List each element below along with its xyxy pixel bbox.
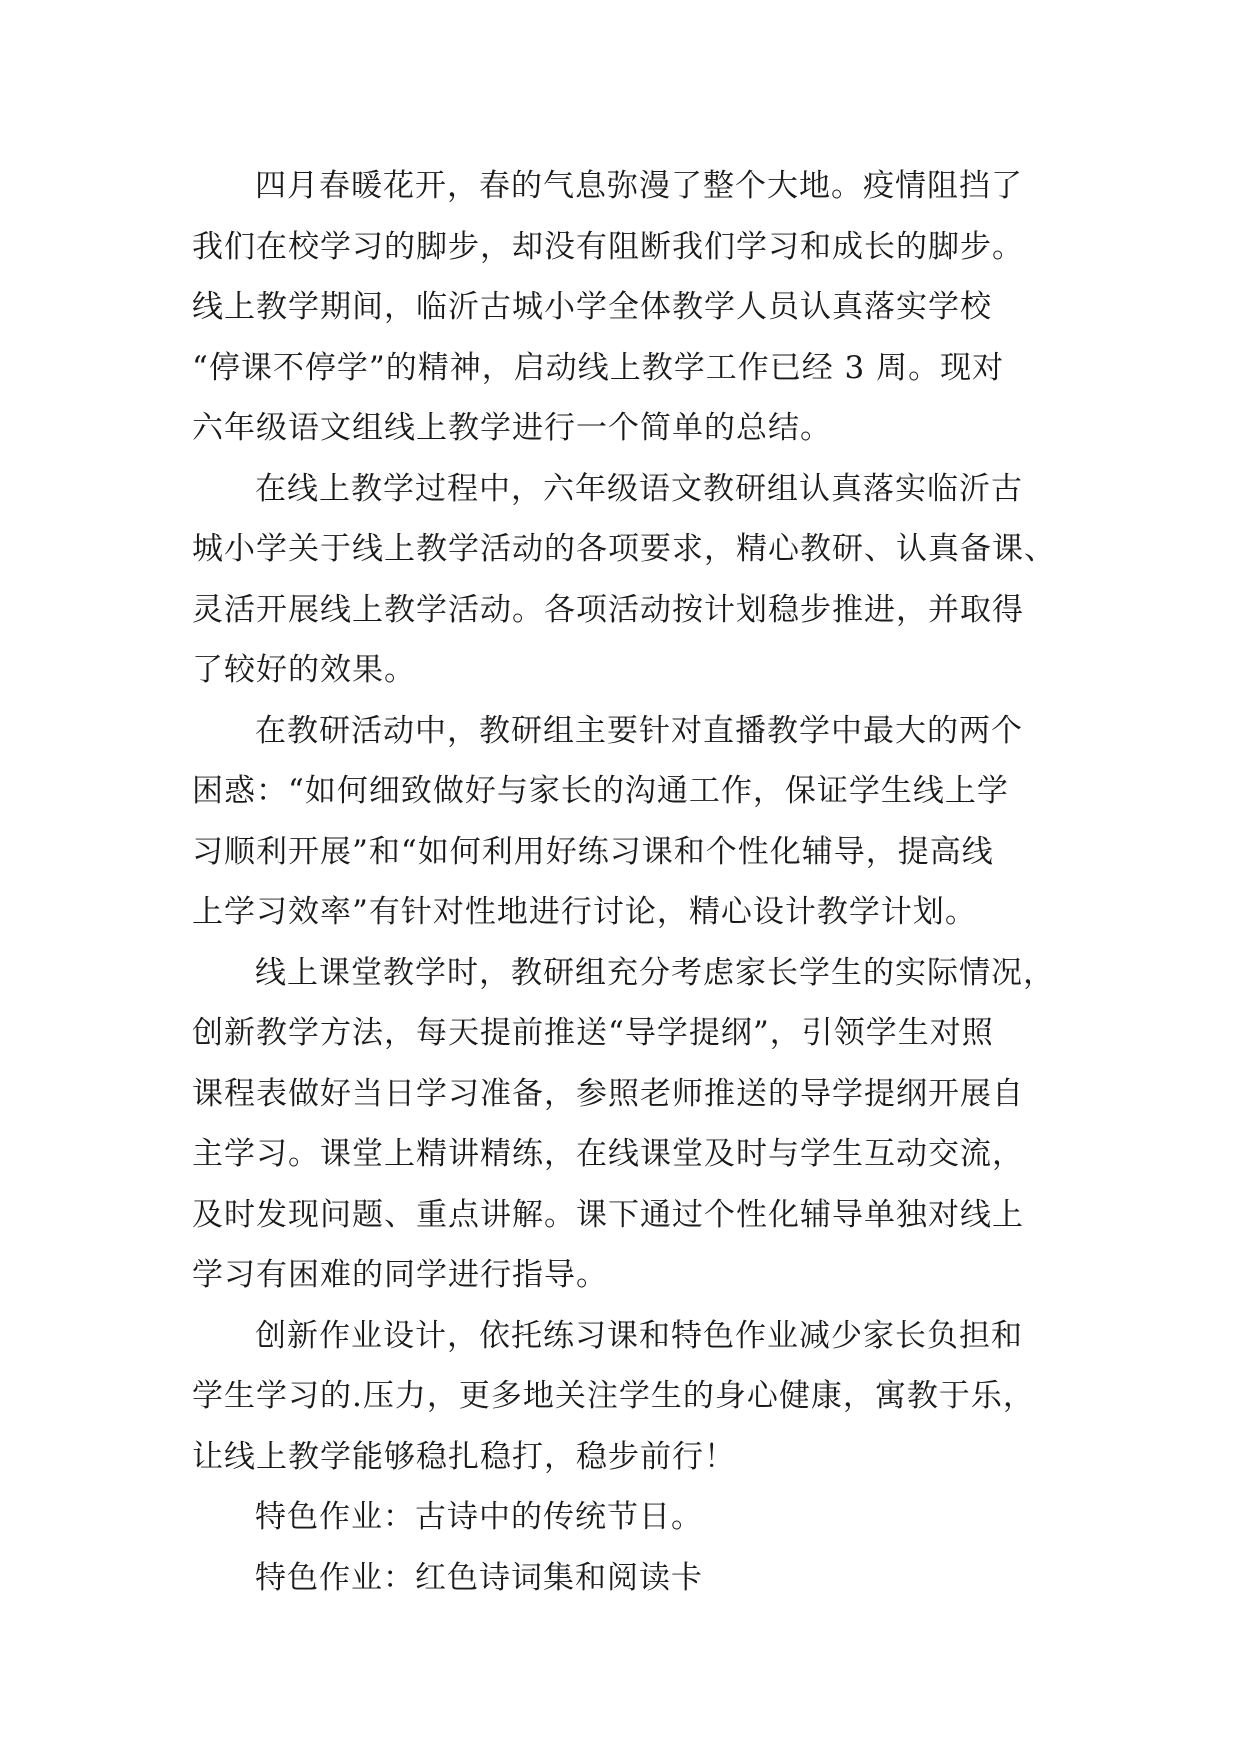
text-line: 在线上教学过程中，六年级语文教研组认真落实临沂古 — [255, 470, 1023, 507]
text-line: 习顺利开展”和“如何利用好练习课和个性化辅导，提高线 — [192, 833, 994, 870]
text-line: 课程表做好当日学习准备，参照老师推送的导学提纲开展自 — [192, 1075, 1024, 1112]
text-line: 创新作业设计，依托练习课和特色作业减少家长负担和 — [255, 1317, 1023, 1354]
text-line: 线上教学期间，临沂古城小学全体教学人员认真落实学校 — [192, 289, 992, 325]
text-line: 让线上教学能够稳扎稳打，稳步前行！ — [192, 1438, 736, 1475]
text-line: 了较好的效果。 — [192, 652, 416, 688]
text-line: 特色作业：古诗中的传统节日。 — [255, 1499, 703, 1535]
text-line: 主学习。课堂上精讲精练，在线课堂及时与学生互动交流， — [192, 1136, 1024, 1172]
text-line: 学习有困难的同学进行指导。 — [192, 1257, 608, 1293]
text-line: 我们在校学习的脚步，却没有阻断我们学习和成长的脚步。 — [192, 228, 1024, 265]
paragraph — [192, 1306, 1072, 1488]
paragraph — [192, 701, 1072, 943]
text-line: 灵活开展线上教学活动。各项活动按计划稳步推进，并取得 — [192, 591, 1024, 628]
text-line: 创新教学方法，每天提前推送“导学提纲”，引领学生对照 — [192, 1015, 994, 1051]
text-line: 四月春暖花开，春的气息弥漫了整个大地。疫情阻挡了 — [255, 168, 1023, 204]
paragraph — [192, 943, 1072, 1306]
text-line: 困惑：“如何细致做好与家长的沟通工作，保证学生线上学 — [192, 773, 1009, 809]
paragraph — [192, 1487, 1072, 1548]
text-line: 及时发现问题、重点讲解。课下通过个性化辅导单独对线上 — [192, 1196, 1024, 1233]
paragraph — [192, 1548, 1072, 1609]
text-line: 线上课堂教学时，教研组充分考虑家长学生的实际情况， — [255, 954, 1055, 991]
text-line: 特色作业：红色诗词集和阅读卡 — [255, 1559, 703, 1596]
text-line: 六年级语文组线上教学进行一个简单的总结。 — [192, 410, 832, 446]
text-line: 上学习效率”有针对性地进行讨论，精心设计教学计划。 — [192, 894, 977, 930]
document-body — [192, 156, 1072, 1608]
text-line: 在教研活动中，教研组主要针对直播教学中最大的两个 — [255, 712, 1023, 749]
text-line: 学生学习的.压力，更多地关注学生的身心健康，寓教于乐， — [192, 1378, 1035, 1414]
paragraph — [192, 459, 1072, 701]
text-line: 城小学关于线上教学活动的各项要求，精心教研、认真备课、 — [192, 531, 1056, 567]
paragraph — [192, 156, 1072, 459]
text-line: “停课不停学”的精神，启动线上教学工作已经 3 周。现对 — [192, 349, 1005, 386]
